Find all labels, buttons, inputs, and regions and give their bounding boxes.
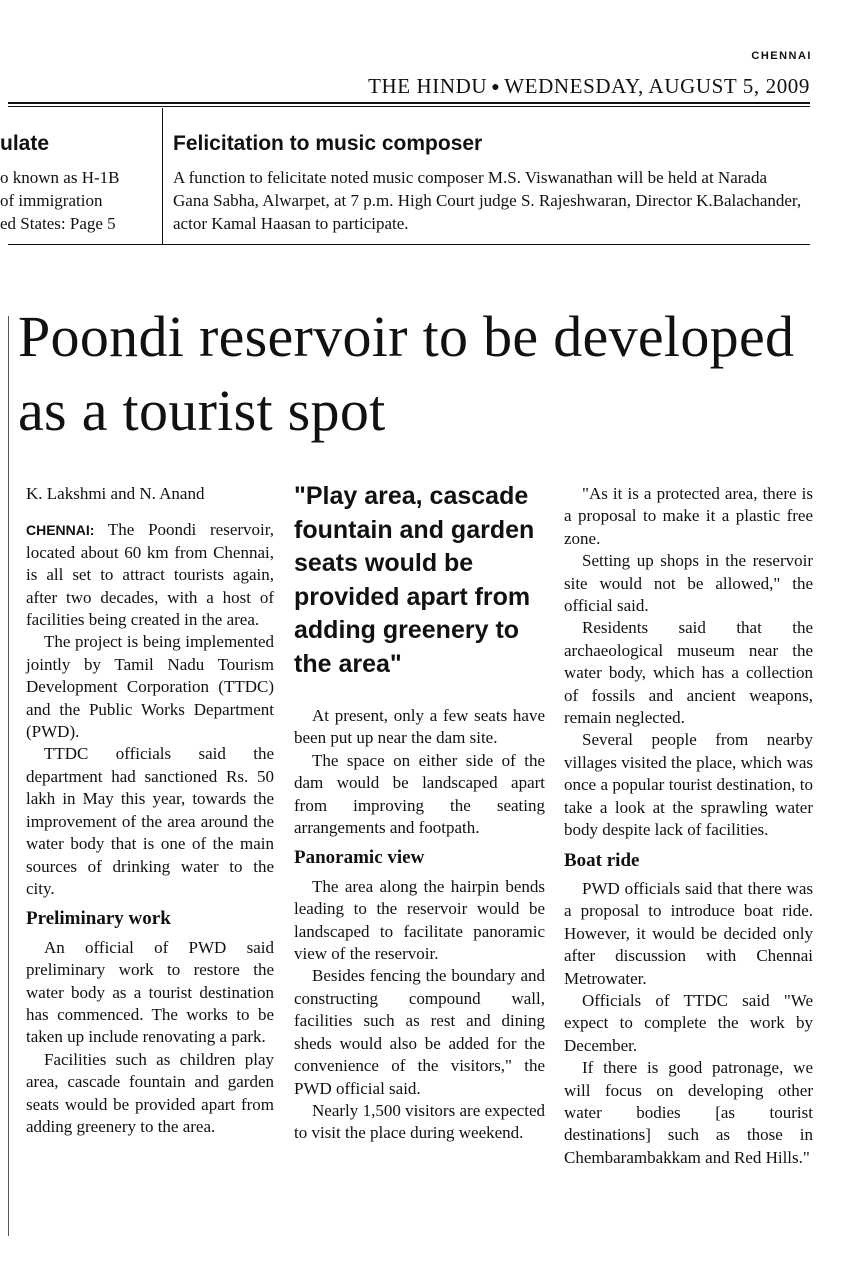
masthead-rule-thin — [8, 106, 810, 107]
paragraph: The area along the hairpin bends leading to the reservoir would be landscaped to facilitate panoramic view of the reservoir. — [294, 876, 545, 964]
brief-cutoff-line: of immigration — [0, 191, 103, 210]
article-column-1 — [26, 483, 274, 1138]
brief-body: A function to felicitate noted music composer M.S. Viswanathan will be held at Narada Gana Sabha, Alwarpet, at 7 p.m. High Court judge S. Rajeshwaran, Director K.Balachander, actor Kamal Haasan to participate. — [173, 168, 802, 233]
paragraph: Facilities such as children play area, cascade fountain and garden seats would be provided apart from adding greenery to the area. — [26, 1049, 274, 1136]
subheading: Boat ride — [564, 849, 640, 871]
bullet-icon: ● — [491, 80, 501, 96]
article-headline: Poondi reservoir to be developed as a tourist spot — [18, 304, 795, 443]
paragraph: If there is good patronage, we will focus on developing other water bodies [as tourist destinations] such as those in Chembarambakkam and Red Hills." — [564, 1058, 813, 1167]
brief-cutoff-line: ed States: Page 5 — [0, 214, 116, 233]
subheading: Preliminary work — [26, 908, 171, 930]
paragraph — [26, 519, 274, 631]
brief-cutoff-title: ulate — [0, 132, 50, 155]
column-divider — [162, 108, 163, 244]
article-column-2 — [294, 705, 545, 1145]
paragraph: Setting up shops in the reservoir site would not be allowed," the official said. — [564, 551, 813, 616]
edition-label: CHENNAI — [751, 50, 812, 62]
paragraph: An official of PWD said preliminary work to restore the water body as a tourist destination has commenced. The works to be taken up include renovating a park. — [26, 937, 274, 1047]
brief-title: Felicitation to music composer — [173, 132, 483, 155]
paragraph: The space on either side of the dam would be landscaped apart from improving the seating arrangements and footpath. — [294, 750, 545, 838]
paragraph: Officials of TTDC said "We expect to complete the work by December. — [564, 990, 813, 1055]
paragraph: PWD officials said that there was a proposal to introduce boat ride. However, it would be decided only after discussion with Chennai Metrowater. — [564, 878, 813, 988]
masthead-rule — [8, 102, 810, 104]
brief-felicitation — [173, 132, 803, 235]
paragraph: TTDC officials said the department had sanctioned Rs. 50 lakh in May this year, towards the improvement of the area around the water body that is one of the main sources of drinking water to the city. — [26, 744, 274, 898]
dateline: CHENNAI: — [26, 522, 95, 539]
issue-date: WEDNESDAY, AUGUST 5, 2009 — [504, 74, 810, 98]
paragraph: At present, only a few seats have been put up near the dam site. — [294, 706, 545, 748]
masthead — [368, 74, 810, 99]
byline: K. Lakshmi and N. Anand — [26, 484, 205, 503]
brief-cutoff — [0, 132, 158, 235]
subheading: Panoramic view — [294, 847, 425, 869]
brief-cutoff-line: o known as H-1B — [0, 168, 120, 187]
paragraph-text: The Poondi reservoir, located about 60 km from Chennai, is all set to attract tourists again, after two decades, with a host of facilities being created in the area. — [26, 520, 274, 630]
paragraph: "As it is a protected area, there is a proposal to make it a plastic free zone. — [564, 484, 813, 548]
paragraph: Several people from nearby villages visited the place, which was once a popular tourist destination, to take a look at the sprawling water body despite lack of facilities. — [564, 730, 813, 840]
paragraph: The project is being implemented jointly by Tamil Nadu Tourism Development Corporation (TTDC) and the Public Works Department (PWD). — [26, 632, 274, 742]
section-rule — [8, 244, 810, 245]
paragraph: Residents said that the archaeological museum near the water body, which has a collection of fossils and ancient weapons, remain neglected. — [564, 618, 813, 728]
paragraph: Nearly 1,500 visitors are expected to visit the place during weekend. — [294, 1100, 545, 1143]
article-left-rule — [8, 316, 9, 1236]
article-column-3 — [564, 483, 813, 1169]
paper-name: THE HINDU — [368, 74, 488, 98]
paragraph: Besides fencing the boundary and constructing compound wall, facilities such as rest and dining sheds would also be added for the convenience of the visitors," the PWD official said. — [294, 966, 545, 1098]
pull-quote: "Play area, cascade fountain and garden seats would be provided apart from adding greenery to the area" — [294, 482, 535, 678]
